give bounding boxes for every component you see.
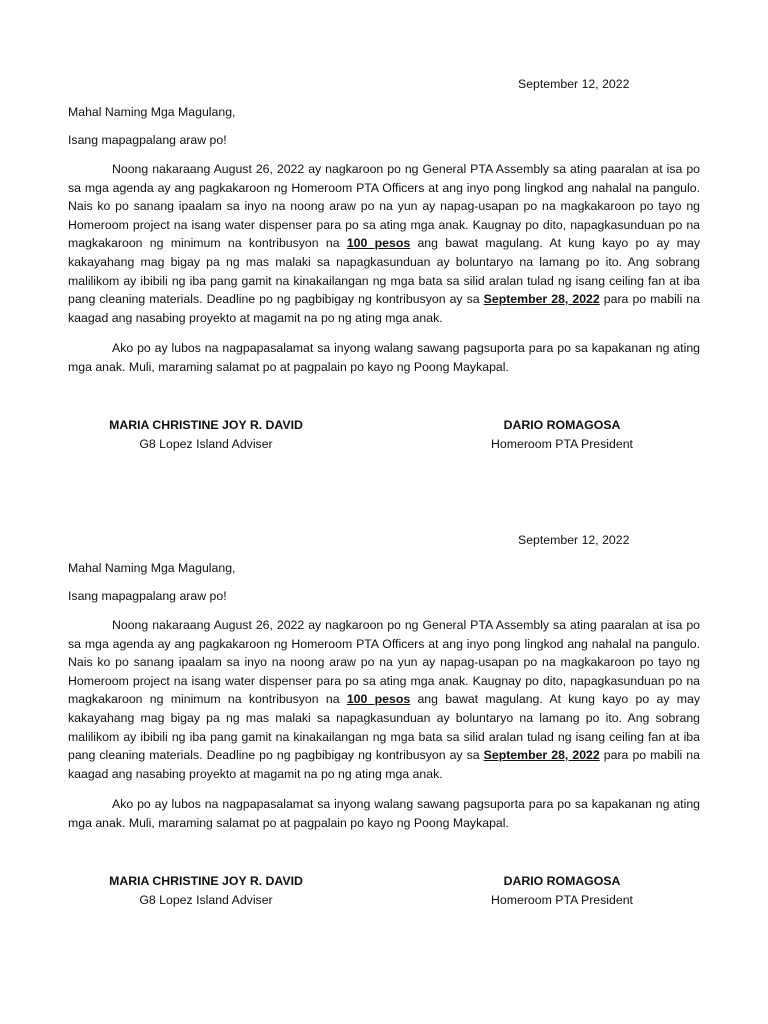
signatory-role: Homeroom PTA President (491, 893, 633, 907)
letter-date: September 12, 2022 (518, 533, 630, 547)
salutation: Mahal Naming Mga Magulang, (68, 105, 236, 119)
greeting: Isang mapagpalang araw po! (68, 133, 227, 147)
signatory-role: Homeroom PTA President (491, 437, 633, 451)
contribution-amount: 100 pesos (346, 236, 411, 251)
signatory-name: MARIA CHRISTINE JOY R. DAVID (109, 418, 303, 432)
signatory-name: DARIO ROMAGOSA (503, 418, 621, 432)
body-paragraph-1 (68, 160, 700, 327)
signatory-name: MARIA CHRISTINE JOY R. DAVID (109, 874, 303, 888)
body-paragraph-2: Ako po ay lubos na nagpapasalamat sa inyong walang sawang pagsuporta para po sa kapakanan ng ating mga anak. Muli, maraming salamat po at pagpalain po kayo ng Poong Maykapal. (68, 797, 700, 830)
signature-adviser (106, 872, 306, 910)
body-paragraph-2: Ako po ay lubos na nagpapasalamat sa inyong walang sawang pagsuporta para po sa kapakanan ng ating mga anak. Muli, maraming salamat po at pagpalain po kayo ng Poong Maykapal. (68, 341, 700, 374)
paragraph-text: para po mabili na kaagad ang nasabing proyekto at magamit na po ng ating mga anak. (68, 292, 700, 325)
deadline-date: September 28, 2022 (483, 748, 600, 763)
paragraph-text: Noong nakaraang August 26, 2022 ay nagkaroon po ng General PTA Assembly sa ating paaralan at isa po sa mga agenda ay ang pagkakaroon ng Homeroom PTA Officers at ang inyo pong lingkod ang nahalal na pangulo. Nais ko po sanang ipaalam sa inyo na noong araw po na yun ay napag-usapan po na magkakaroon po tayo ng Homeroom project na isang water dispenser para po sa ating mga anak. Kaugnay po dito, napagkasunduan po na magkakaroon ng minimum na kontribusyon na (68, 162, 700, 251)
signature-president (472, 416, 652, 454)
letter-date: September 12, 2022 (518, 77, 630, 91)
paragraph-text: para po mabili na kaagad ang nasabing proyekto at magamit na po ng ating mga anak. (68, 748, 700, 781)
greeting: Isang mapagpalang araw po! (68, 589, 227, 603)
paragraph-text: ang bawat magulang. At kung kayo po ay may kakayahang mag bigay pa ng mas malaki sa napagkasunduan ay boluntaryo na lamang po ito. Ang sobrang malilikom ay ibibili ng iba pang gamit na kinakailangan ng mga bata sa silid aralan tulad ng isang ceiling fan at iba pang cleaning materials. Deadline po ng pagbibigay ng kontribusyon ay sa (68, 236, 700, 307)
salutation: Mahal Naming Mga Magulang, (68, 561, 236, 575)
signature-president (472, 872, 652, 910)
signatory-role: G8 Lopez Island Adviser (139, 437, 273, 451)
body-paragraph-1 (68, 616, 700, 783)
signatory-name: DARIO ROMAGOSA (503, 874, 621, 888)
signature-adviser (106, 416, 306, 454)
paragraph-text: Noong nakaraang August 26, 2022 ay nagkaroon po ng General PTA Assembly sa ating paaralan at isa po sa mga agenda ay ang pagkakaroon ng Homeroom PTA Officers at ang inyo pong lingkod ang nahalal na pangulo. Nais ko po sanang ipaalam sa inyo na noong araw po na yun ay napag-usapan po na magkakaroon po tayo ng Homeroom project na isang water dispenser para po sa ating mga anak. Kaugnay po dito, napagkasunduan po na magkakaroon ng minimum na kontribusyon na (68, 618, 700, 707)
paragraph-text: ang bawat magulang. At kung kayo po ay may kakayahang mag bigay pa ng mas malaki sa napagkasunduan ay boluntaryo na lamang po ito. Ang sobrang malilikom ay ibibili ng iba pang gamit na kinakailangan ng mga bata sa silid aralan tulad ng isang ceiling fan at iba pang cleaning materials. Deadline po ng pagbibigay ng kontribusyon ay sa (68, 692, 700, 763)
deadline-date: September 28, 2022 (483, 292, 600, 307)
signatory-role: G8 Lopez Island Adviser (139, 893, 273, 907)
contribution-amount: 100 pesos (346, 692, 411, 707)
